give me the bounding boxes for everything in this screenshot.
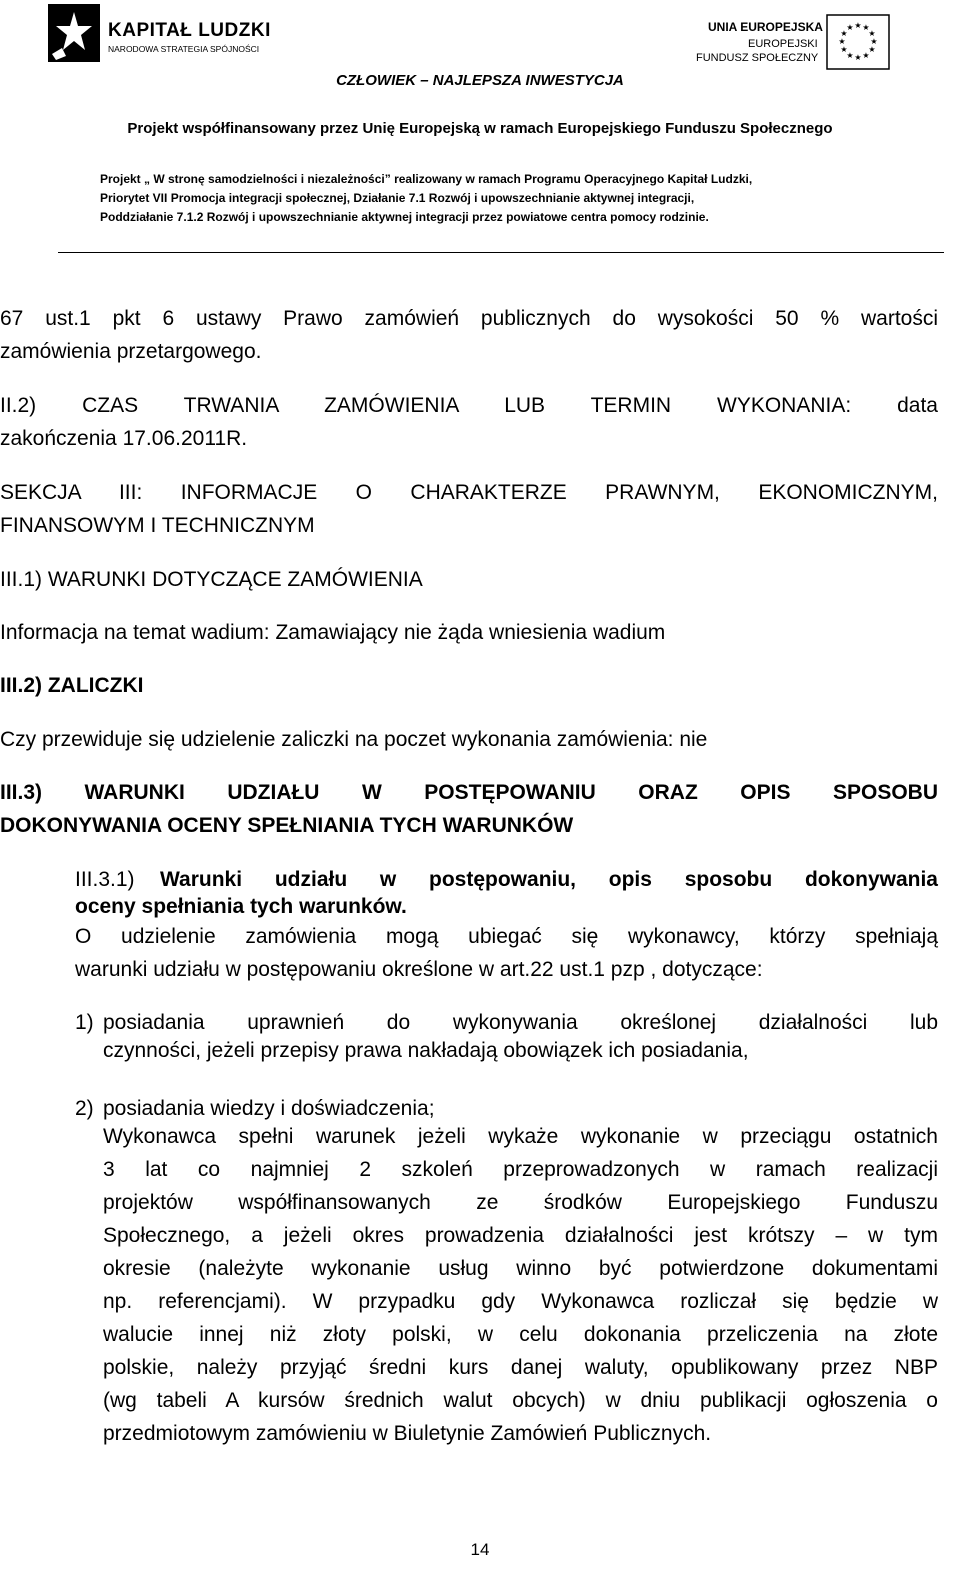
project-line-3: Poddziałanie 7.1.2 Rozwój i upowszechnianie aktywnej integracji przez powiatowe centra pomocy rodzinie. <box>100 210 709 224</box>
svg-text:★: ★ <box>854 53 862 62</box>
kapital-ludzki-subtitle: NARODOWA STRATEGIA SPÓJNOŚCI <box>108 44 260 54</box>
eu-logo-line3: FUNDUSZ SPOŁECZNY <box>696 52 819 64</box>
svg-text:★: ★ <box>870 37 878 46</box>
zaliczki-text: Czy przewiduje się udzielenie zaliczki na poczet wykonania zamówienia: nie <box>0 728 708 751</box>
kapital-ludzki-emblem-icon <box>48 4 100 62</box>
section-iii-heading-cont: FINANSOWYM I TECHNICZNYM <box>0 514 315 537</box>
section-iii-heading: SEKCJA III: INFORMACJE O CHARAKTERZE PRAWNYM, EKONOMICZNYM, <box>0 481 938 504</box>
section-iii2-heading: III.2) ZALICZKI <box>0 674 144 697</box>
list-item-2-line: polskie, należy przyjąć średni kurs danej waluty, opublikowany przez NBP <box>103 1356 938 1379</box>
list-item-2-line: walucie innej niż złoty polski, w celu dokonania przeliczenia na złote <box>103 1323 938 1346</box>
section-ii2-heading-cont: zakończenia 17.06.2011R. <box>0 427 248 450</box>
eu-logo-line2: EUROPEJSKI <box>748 38 818 50</box>
intro-text: O udzielenie zamówienia mogą ubiegać się wykonawcy, którzy spełniają <box>75 925 938 948</box>
svg-text:★: ★ <box>862 23 870 32</box>
slogan: CZŁOWIEK – NAJLEPSZA INWESTYCJA <box>336 72 624 89</box>
svg-text:★: ★ <box>840 29 848 38</box>
kapital-ludzki-logo <box>48 4 278 64</box>
page-number: 14 <box>470 1540 490 1559</box>
svg-text:★: ★ <box>868 29 876 38</box>
svg-text:★: ★ <box>840 45 848 54</box>
list-item-2-line: (wg tabeli A kursów średnich walut obcych) w dniu publikacji ogłoszenia o <box>103 1389 938 1412</box>
project-line-2: Priorytet VII Promocja integracji społecznej, Działanie 7.1 Rozwój i upowszechnianie aktywnej integracji, <box>100 191 695 205</box>
svg-text:★: ★ <box>854 21 862 30</box>
section-iii31-heading: Warunki udziału w postępowaniu, opis sposobu dokonywania <box>160 868 938 891</box>
list-item-2-line: Wykonawca spełni warunek jeżeli wykaże wykonanie w przeciągu ostatnich <box>103 1125 938 1148</box>
section-iii3-heading: III.3) WARUNKI UDZIAŁU W POSTĘPOWANIU ORAZ OPIS SPOSOBU <box>0 781 938 804</box>
svg-text:★: ★ <box>846 23 854 32</box>
kapital-ludzki-title: KAPITAŁ LUDZKI <box>108 20 271 41</box>
list-item-2-line: 3 lat co najmniej 2 szkoleń przeprowadzonych w ramach realizacji <box>103 1158 938 1181</box>
list-item-1: posiadania uprawnień do wykonywania określonej działalności lub <box>103 1011 938 1034</box>
list-item-2-line: projektów współfinansowanych ze środków Europejskiego Funduszu <box>103 1191 938 1214</box>
intro-text-cont: warunki udziału w postępowaniu określone w art.22 ust.1 pzp , dotyczące: <box>75 958 763 981</box>
section-iii1-heading: III.1) WARUNKI DOTYCZĄCE ZAMÓWIENIA <box>0 568 423 591</box>
project-line-1: Projekt „ W stronę samodzielności i niezależności” realizowany w ramach Programu Operacyjnego Kapitał Ludzki, <box>100 172 753 186</box>
list-item-1-cont: czynności, jeżeli przepisy prawa nakładają obowiązek ich posiadania, <box>103 1039 749 1062</box>
eu-logo <box>696 16 948 76</box>
eu-logo-line1: UNIA EUROPEJSKA <box>708 20 823 34</box>
section-iii31-number: III.3.1) <box>75 868 135 891</box>
list-item-2-line: Społecznego, a jeżeli okres prowadzenia działalności jest krótszy – w tym <box>103 1224 938 1247</box>
list-item-2-line: przedmiotowym zamówieniu w Biuletynie Zamówień Publicznych. <box>103 1422 712 1445</box>
paragraph-line: 67 ust.1 pkt 6 ustawy Prawo zamówień publicznych do wysokości 50 % wartości <box>0 307 938 330</box>
list-item-2: posiadania wiedzy i doświadczenia; <box>103 1097 435 1120</box>
cofinancing-line: Projekt współfinansowany przez Unię Europejską w ramach Europejskiego Funduszu Społecznego <box>127 120 833 137</box>
wadium-text: Informacja na temat wadium: Zamawiający nie żąda wniesienia wadium <box>0 621 666 644</box>
section-ii2-heading: II.2) CZAS TRWANIA ZAMÓWIENIA LUB TERMIN WYKONANIA: data <box>0 394 938 417</box>
header-divider <box>58 252 944 253</box>
paragraph-line: zamówienia przetargowego. <box>0 340 262 363</box>
list-item-2-number: 2) <box>75 1097 94 1120</box>
svg-text:★: ★ <box>846 51 854 60</box>
svg-text:★: ★ <box>862 51 870 60</box>
section-iii3-heading-cont: DOKONYWANIA OCENY SPEŁNIANIA TYCH WARUNKÓW <box>0 814 574 837</box>
section-iii31-heading-cont: oceny spełniania tych warunków. <box>75 895 407 918</box>
svg-text:★: ★ <box>838 37 846 46</box>
list-item-2-line: np. referencjami). W przypadku gdy Wykonawca rozliczał się będzie w <box>103 1290 938 1313</box>
list-item-1-number: 1) <box>75 1011 94 1034</box>
svg-text:★: ★ <box>868 45 876 54</box>
eu-flag-icon <box>826 14 890 70</box>
list-item-2-line: okresie (należyte wykonanie usług winno być potwierdzone dokumentami <box>103 1257 938 1280</box>
